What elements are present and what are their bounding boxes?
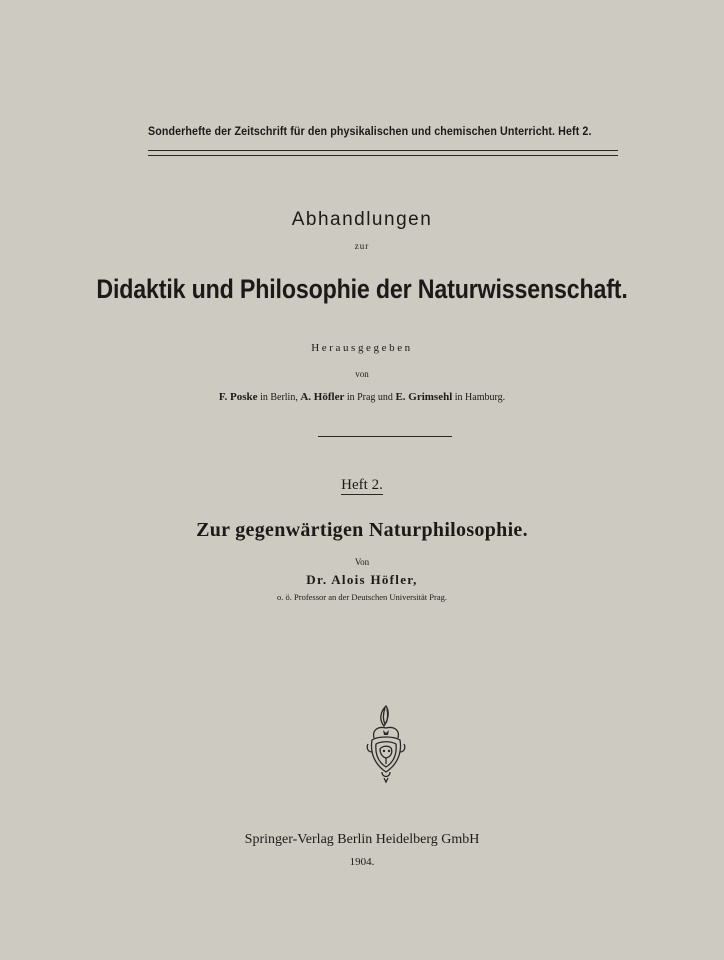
- author-affiliation: o. ö. Professor an der Deutschen Universität Prag.: [277, 592, 447, 602]
- heft-label-text: Heft 2.: [341, 477, 383, 493]
- short-rule-divider: [318, 436, 452, 437]
- author-name: Dr. Alois Höfler,: [306, 572, 418, 587]
- editor-2-name: A. Höfler: [300, 391, 345, 403]
- editor-3-place: in Hamburg.: [452, 392, 506, 403]
- von-editors-label: von: [355, 369, 369, 379]
- subtitle: Zur gegenwärtigen Naturphilosophie.: [196, 519, 528, 541]
- springer-knight-logo-icon: [364, 702, 408, 784]
- von-author-label: Von: [354, 557, 370, 567]
- editor-2-place: in Prag und: [344, 392, 396, 403]
- double-rule-divider: [148, 150, 618, 156]
- editor-1-place: in Berlin,: [257, 392, 301, 403]
- heft-label: [0, 477, 724, 494]
- publisher-name: Springer-Verlag Berlin Heidelberg GmbH: [244, 832, 480, 847]
- series-line: Sonderhefte der Zeitschrift für den physikalischen und chemischen Unterricht. Heft 2.: [148, 126, 592, 138]
- big-title: Didaktik und Philosophie der Naturwissenschaft.: [96, 274, 628, 304]
- editors-line: [0, 391, 724, 403]
- zur-connector: zur: [354, 241, 370, 251]
- editor-1-name: F. Poske: [218, 391, 258, 403]
- herausgegeben-label: Herausgegeben: [311, 342, 413, 354]
- editor-3-name: E. Grimsehl: [395, 391, 453, 403]
- main-title: Abhandlungen: [291, 209, 433, 230]
- publication-year: 1904.: [349, 856, 375, 868]
